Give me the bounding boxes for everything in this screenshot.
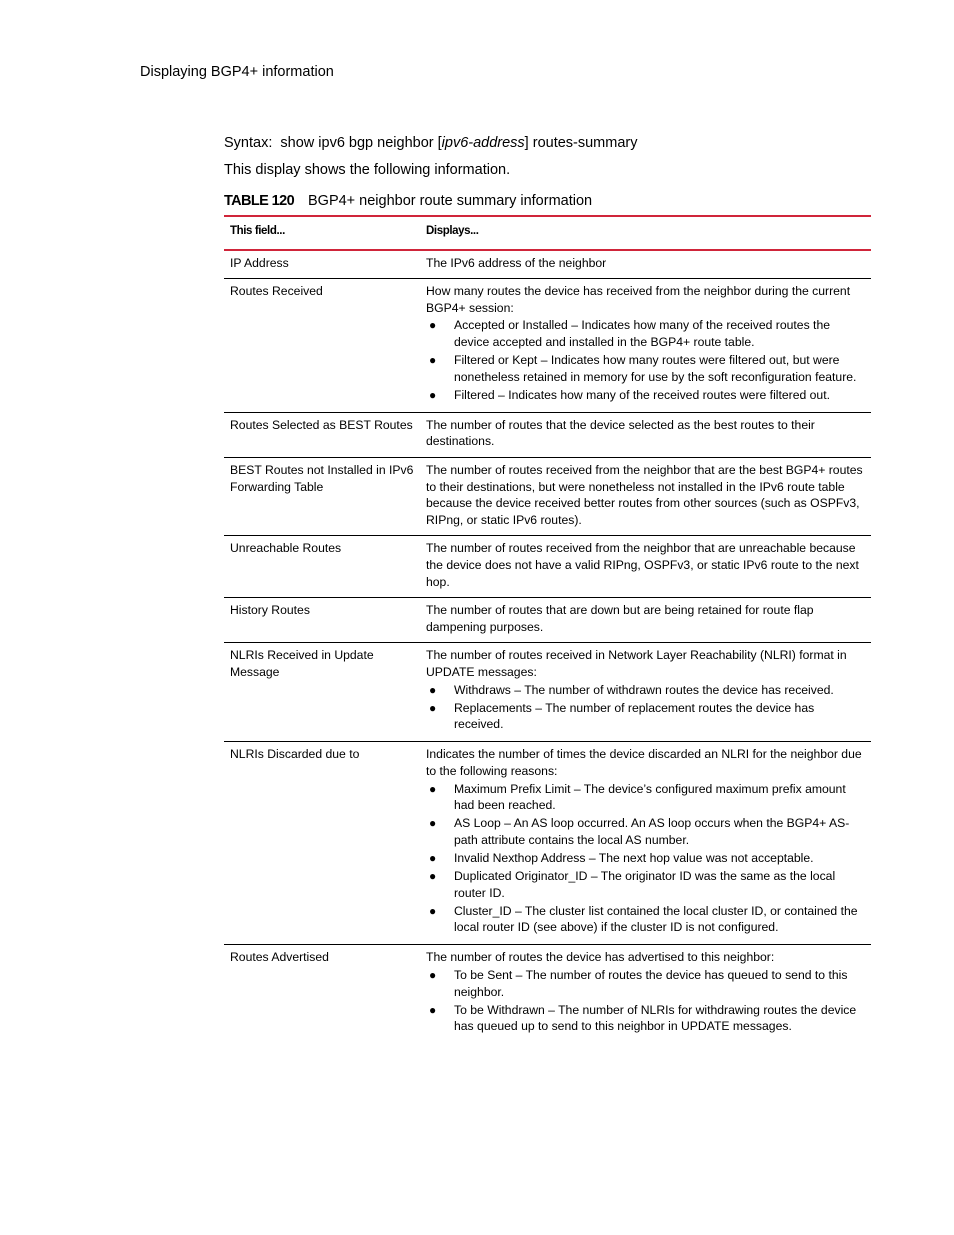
bullet-icon: ● <box>429 318 437 333</box>
table-row <box>224 643 871 742</box>
field-description-cell <box>420 279 871 413</box>
bullet-item <box>426 850 865 867</box>
bullet-list <box>426 317 865 403</box>
bullet-text: AS Loop – An AS loop occurred. An AS loop occurs when the BGP4+ AS-path attribute contains the local AS number. <box>454 816 850 847</box>
bullet-item <box>426 1002 865 1035</box>
field-description-cell <box>420 250 871 279</box>
field-description: The IPv6 address of the neighbor <box>426 255 607 270</box>
field-name: NLRIs Discarded due to <box>224 742 420 945</box>
bullet-item <box>426 700 865 733</box>
field-name: Routes Selected as BEST Routes <box>224 412 420 457</box>
running-head: Displaying BGP4+ information <box>140 64 334 80</box>
bullet-item <box>426 903 865 936</box>
bullet-icon: ● <box>429 869 437 883</box>
bullet-text: Filtered or Kept – Indicates how many routes were filtered out, but were nonetheless retained in memory for use by the soft reconfiguration feature. <box>454 353 857 384</box>
bullet-item <box>426 682 865 699</box>
field-description-cell <box>420 742 871 945</box>
intro-text: This display shows the following information. <box>224 162 511 178</box>
bullet-item <box>426 815 865 848</box>
header-field: This field... <box>224 216 420 250</box>
syntax-suffix: routes-summary <box>532 135 638 151</box>
table-row <box>224 412 871 457</box>
syntax-line <box>224 135 637 151</box>
table-row <box>224 279 871 413</box>
table-row <box>224 458 871 536</box>
bullet-icon: ● <box>429 1002 437 1017</box>
syntax-open-bracket: [ <box>437 135 442 151</box>
field-name: NLRIs Received in Update Message <box>224 643 420 742</box>
bullet-item <box>426 317 865 350</box>
field-description: Indicates the number of times the device discarded an NLRI for the neighbor due to the following reasons: <box>426 747 862 778</box>
bullet-list <box>426 682 865 733</box>
field-name: History Routes <box>224 598 420 643</box>
bullet-item <box>426 967 865 1000</box>
bullet-icon: ● <box>429 967 437 982</box>
field-name: BEST Routes not Installed in IPv6 Forwarding Table <box>224 458 420 536</box>
bullet-list <box>426 967 865 1035</box>
bullet-text: Duplicated Originator_ID – The originator ID was the same as the local router ID. <box>454 869 836 900</box>
syntax-label: Syntax: <box>224 135 273 151</box>
bullet-icon: ● <box>429 700 437 715</box>
field-name: Routes Received <box>224 279 420 413</box>
table-row <box>224 536 871 598</box>
bullet-icon: ● <box>429 682 437 697</box>
field-name: Routes Advertised <box>230 950 329 965</box>
table-row <box>224 742 871 945</box>
bullet-text: Invalid Nexthop Address – The next hop value was not acceptable. <box>454 850 814 865</box>
table-header-row <box>224 216 871 250</box>
table-row <box>224 598 871 643</box>
bullet-text: Cluster_ID – The cluster list contained the local cluster ID, or contained the local router ID (see above) if the cluster ID is not configured. <box>454 903 858 935</box>
table-title: BGP4+ neighbor route summary information <box>308 193 593 209</box>
bullet-icon: ● <box>429 387 437 402</box>
field-description-cell <box>420 945 871 1043</box>
field-description: The number of routes the device has advertised to this neighbor: <box>426 950 775 965</box>
header-displays: Displays... <box>420 216 871 250</box>
bullet-item <box>426 868 865 901</box>
bullet-icon: ● <box>429 353 437 368</box>
field-description-cell <box>420 536 871 598</box>
syntax-param: ipv6-address <box>441 135 525 151</box>
syntax-command: show ipv6 bgp neighbor <box>280 135 434 151</box>
bullet-text: Withdraws – The number of withdrawn routes the device has received. <box>454 682 834 697</box>
bullet-item <box>426 781 865 814</box>
bullet-text: Filtered – Indicates how many of the received routes were filtered out. <box>454 387 830 402</box>
field-description: The number of routes that the device selected as the best routes to their destinations. <box>426 417 815 449</box>
field-description: The number of routes received in Network Layer Reachability (NLRI) format in UPDATE messages: <box>426 648 847 679</box>
table-caption <box>224 193 592 209</box>
bullet-icon: ● <box>429 816 437 831</box>
bullet-item <box>426 352 865 385</box>
bullet-icon: ● <box>429 850 437 865</box>
field-description-cell <box>420 412 871 457</box>
field-description-cell <box>420 598 871 643</box>
bullet-text: Accepted or Installed – Indicates how many of the received routes the device accepted and installed in the BGP4+ route table. <box>454 318 830 349</box>
bullet-list <box>426 781 865 936</box>
field-table <box>224 215 871 1043</box>
field-description-cell <box>420 643 871 742</box>
table-row <box>224 945 871 1043</box>
bullet-text: Replacements – The number of replacement routes the device has received. <box>454 700 815 732</box>
bullet-item <box>426 387 865 404</box>
bullet-icon: ● <box>429 781 437 796</box>
syntax-close-bracket: ] <box>524 135 529 151</box>
bullet-text: Maximum Prefix Limit – The device’s configured maximum prefix amount had been reached. <box>454 781 846 813</box>
table-number: TABLE 120 <box>224 193 295 209</box>
bullet-text: To be Withdrawn – The number of NLRIs for withdrawing routes the device has queued up to send to this neighbor in UPDATE messages. <box>454 1002 857 1034</box>
field-description: The number of routes received from the neighbor that are the best BGP4+ routes to their destinations, but were nonetheless not installed in the IPv6 route table because the device received better routes from other sources (such as OSPFv3, RIPng, or static IPv6 routes). <box>426 463 863 527</box>
field-name: Unreachable Routes <box>224 536 420 598</box>
field-description: The number of routes received from the neighbor that are unreachable because the device does not have a valid RIPng, OSPFv3, or static IPv6 route to the next hop. <box>426 541 859 589</box>
field-description: The number of routes that are down but are being retained for route flap dampening purposes. <box>426 603 814 634</box>
table-row <box>224 250 871 279</box>
bullet-text: To be Sent – The number of routes the device has queued to send to this neighbor. <box>454 967 848 999</box>
bullet-icon: ● <box>429 903 437 918</box>
field-description-cell <box>420 458 871 536</box>
field-description: How many routes the device has received from the neighbor during the current BGP4+ session: <box>426 284 851 315</box>
field-name: IP Address <box>224 250 420 279</box>
